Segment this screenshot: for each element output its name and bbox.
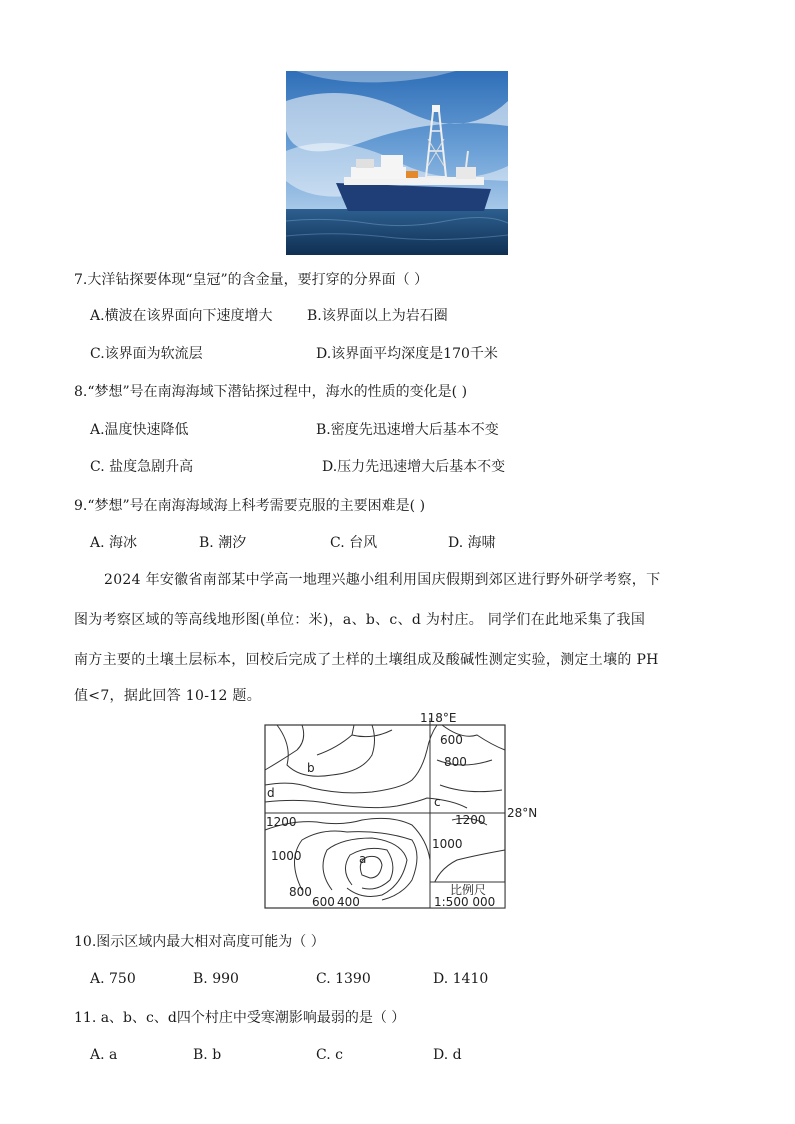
passage-line-2: 图为考察区域的等高线地形图(单位：米)，a、b、c、d 为村庄。 同学们在此地采集了我国 (74, 612, 646, 628)
scale-title: 比例尺 (450, 883, 487, 897)
village-a: a (359, 852, 367, 866)
passage-line-3: 南方主要的土壤土层标本，回校后完成了土样的土壤组成及酸碱性测定实验，测定土壤的 PH (74, 652, 659, 668)
question-11-option-d: D. d (433, 1047, 462, 1063)
question-9-option-b: B. 潮汐 (199, 535, 247, 551)
question-8-stem: 8.“梦想”号在南海海域下潜钻探过程中，海水的性质的变化是( ) (74, 384, 468, 400)
question-11-option-c: C. c (316, 1047, 343, 1063)
contour-label-1000-right: 1000 (432, 837, 463, 851)
village-d: d (267, 786, 275, 800)
question-7-option-a: A.横波在该界面向下速度增大 (90, 308, 273, 324)
passage-line-4: 值<7，据此回答 10-12 题。 (74, 688, 261, 704)
contour-label-600-top: 600 (440, 733, 463, 747)
question-7-option-b: B.该界面以上为岩石圈 (307, 308, 448, 324)
question-9-option-d: D. 海啸 (448, 535, 496, 551)
contour-label-800-top: 800 (444, 755, 467, 769)
contour-label-800-bottom: 800 (289, 885, 312, 899)
question-7-option-d: D.该界面平均深度是170千米 (316, 346, 498, 362)
contour-label-1200-left: 1200 (266, 815, 297, 829)
question-9-option-a: A. 海冰 (90, 535, 138, 551)
question-10-stem: 10.图示区域内最大相对高度可能为（ ） (74, 934, 325, 950)
contour-label-600-bottom: 600 (312, 895, 335, 909)
question-8-option-d: D.压力先迅速增大后基本不变 (322, 459, 506, 475)
question-8-option-c: C. 盐度急剧升高 (90, 459, 194, 475)
question-7-option-c: C.该界面为软流层 (90, 346, 203, 362)
drilling-ship-photo (286, 71, 508, 255)
question-11-stem: 11. a、b、c、d四个村庄中受寒潮影响最弱的是（ ） (74, 1010, 406, 1026)
question-9-stem: 9.“梦想”号在南海海域海上科考需要克服的主要困难是( ) (74, 498, 426, 514)
scale-value: 1:500 000 (434, 895, 496, 909)
question-10-option-a: A. 750 (90, 971, 136, 987)
question-10-option-d: D. 1410 (433, 971, 489, 987)
passage-line-1: 2024 年安徽省南部某中学高一地理兴趣小组利用国庆假期到郊区进行野外研学考察，下 (104, 572, 661, 588)
village-c: c (434, 795, 441, 809)
question-9-option-c: C. 台风 (330, 535, 378, 551)
question-10-option-c: C. 1390 (316, 971, 371, 987)
question-10-option-b: B. 990 (193, 971, 239, 987)
contour-label-1200-right: 1200 (455, 813, 486, 827)
longitude-label: 118°E (420, 711, 457, 725)
village-b: b (307, 761, 315, 775)
question-11-option-a: A. a (90, 1047, 118, 1063)
question-8-option-b: B.密度先迅速增大后基本不变 (316, 422, 499, 438)
question-7-stem: 7.大洋钻探要体现“皇冠”的含金量，要打穿的分界面（ ） (74, 272, 429, 288)
contour-label-400-bottom: 400 (337, 895, 360, 909)
question-8-option-a: A.温度快速降低 (90, 422, 189, 438)
question-11-option-b: B. b (193, 1047, 222, 1063)
contour-label-1000-left: 1000 (271, 849, 302, 863)
contour-map (262, 710, 542, 912)
latitude-label: 28°N (507, 806, 538, 820)
